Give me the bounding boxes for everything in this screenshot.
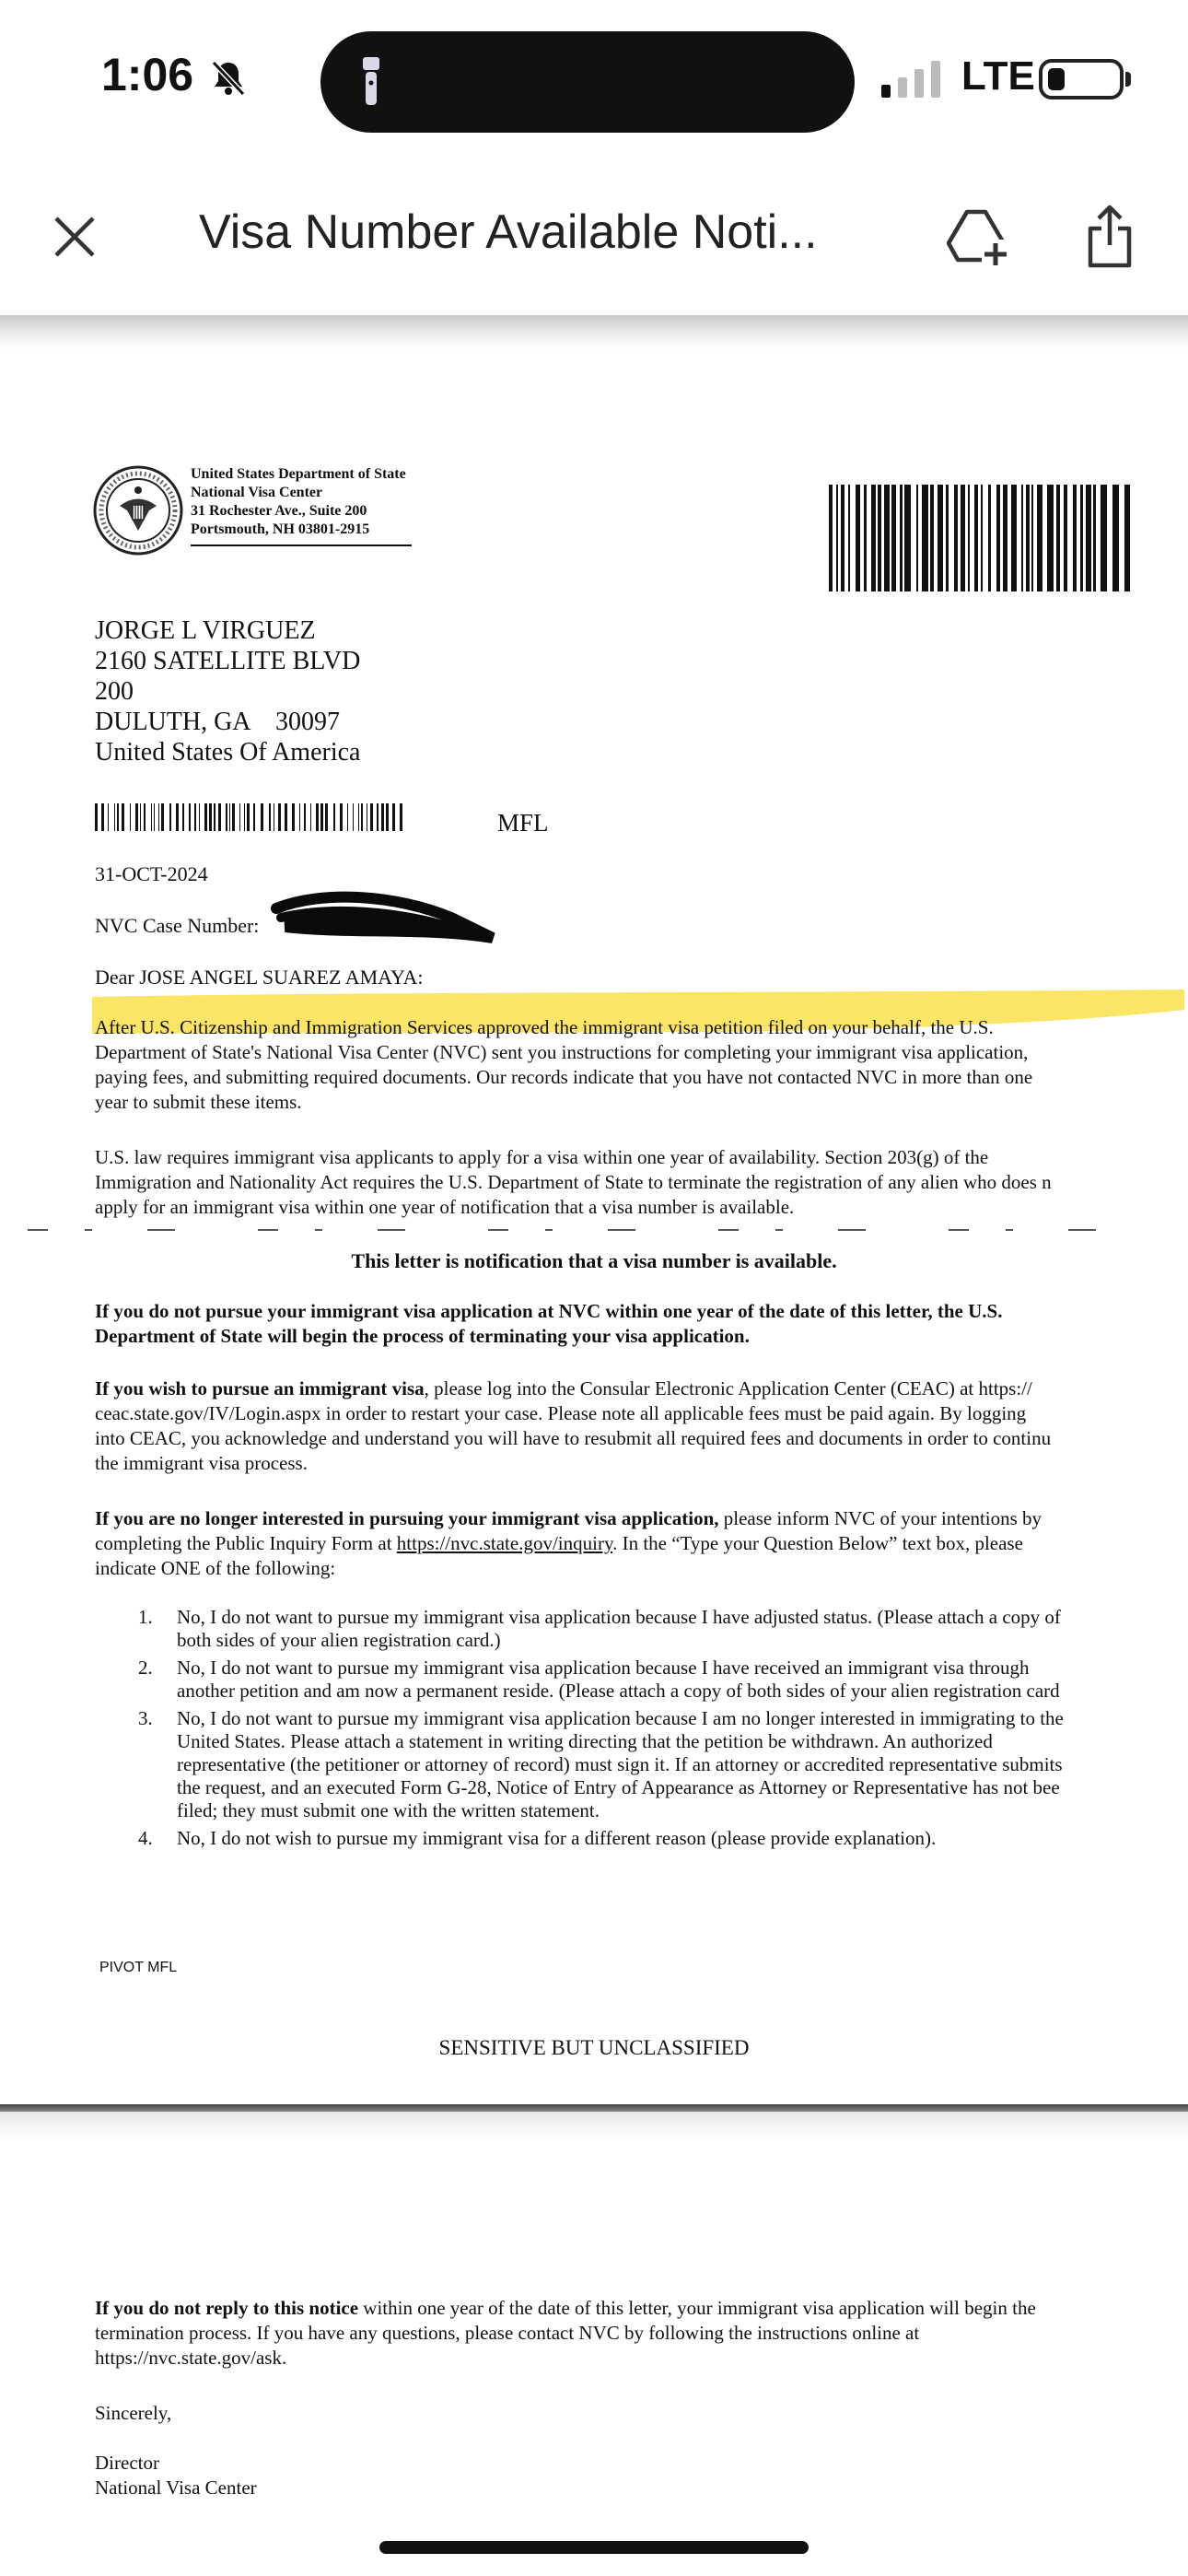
letterhead-line: 31 Rochester Ave., Suite 200: [191, 503, 367, 519]
signature-line: National Visa Center: [95, 2476, 257, 2499]
greeting: Dear JOSE ANGEL SUAREZ AMAYA:: [95, 966, 424, 989]
barcode-bar: [244, 803, 245, 831]
barcode-bar: [278, 803, 281, 831]
letter-date: 31-OCT-2024: [95, 862, 208, 885]
status-bar: [0, 0, 1188, 157]
barcode-bar: [218, 803, 221, 831]
barcode-bar: [199, 803, 200, 831]
barcode-bar: [1080, 485, 1083, 591]
paragraph-line: Department of State will begin the process of terminating your visa application.: [95, 1325, 750, 1347]
document-title: Visa Number Available Noti...: [199, 205, 818, 259]
reply-heading: If you do not reply to this notice: [95, 2297, 359, 2319]
barcode-bar: [974, 485, 978, 591]
flashlight-icon: [361, 57, 381, 107]
barcode-bar: [1031, 485, 1033, 591]
barcode-bar: [176, 803, 179, 831]
barcode-bar: [140, 803, 141, 831]
barcode-bar: [253, 803, 255, 831]
list-item: 1. No, I do not want to pursue my immigrant visa application because I have adjusted status. (Please attach a copy of both sides of your alien registration card.): [138, 1606, 1061, 1651]
barcode-bar: [122, 803, 124, 831]
barcode-bar: [239, 803, 240, 831]
barcode-bar: [1124, 485, 1130, 591]
paragraph-not-interested: [95, 1506, 1188, 1581]
paragraph-line: completing the Public Inquiry Form at: [95, 1532, 397, 1554]
barcode-bar: [904, 485, 911, 591]
paragraph-warning: [95, 1299, 1188, 1349]
barcode-bar: [1073, 485, 1077, 591]
network-label: LTE: [961, 53, 1035, 99]
barcode-bar: [864, 485, 867, 591]
barcode-bar: [95, 803, 98, 831]
barcode-bar: [968, 485, 970, 591]
barcode-bar: [353, 803, 354, 831]
barcode-bar: [996, 485, 1000, 591]
barcode-bar: [1003, 485, 1007, 591]
barcode-bar: [961, 485, 965, 591]
letterhead-line: National Visa Center: [191, 485, 323, 500]
paragraph-line: paying fees, and submitting required documents. Our records indicate that you have not contacted NVC in more than one: [95, 1066, 1033, 1088]
paragraph-line: indicate ONE of the following:: [95, 1557, 336, 1579]
toolbar-divider: [0, 315, 1188, 348]
barcode-bar: [325, 803, 328, 831]
barcode-bar: [946, 485, 949, 591]
letterhead-line: Portsmouth, NH 03801-2915: [191, 521, 370, 537]
barcode-bar: [108, 803, 109, 831]
barcode-bar: [848, 485, 850, 591]
paragraph-line: ceac.state.gov/IV/Login.aspx in order to restart your case. Please note all applicable fees must be paid again. By logging: [95, 1402, 1027, 1424]
paragraph-line: year to submit these items.: [95, 1091, 302, 1113]
list-item: 3. No, I do not want to pursue my immigrant visa application because I am no longer interested in immigrating to the United States. Please attach a statement in writing directing that the petition be withdrawn. An authorized representative (the petitioner or attorney of record) must sign it. If an attorney or accredited representative submits the request, and an executed Form G-28, Notice of Entry of Appearance as Attorney or Representative has not bee filed; they must submit one with the written statement.: [138, 1707, 1064, 1821]
paragraph-line: please inform NVC of your intentions by: [718, 1507, 1042, 1529]
address-line: United States Of America: [95, 738, 361, 767]
barcode-bar: [856, 485, 860, 591]
paragraph-line: Department of State's National Visa Center (NVC) sent you instructions for completing your immigrant visa application,: [95, 1041, 1029, 1063]
barcode-bar: [214, 803, 215, 831]
barcode-bar: [144, 803, 146, 831]
battery-icon: [1039, 59, 1124, 100]
barcode-bar: [370, 803, 373, 831]
barcode-bar: [930, 485, 934, 591]
page-gap: [0, 2112, 1188, 2145]
barcode-bar: [1037, 485, 1042, 591]
barcode-bar: [1021, 485, 1023, 591]
barcode-bar: [871, 485, 876, 591]
barcode-bar: [981, 485, 983, 591]
closing: Sincerely,: [95, 2402, 172, 2424]
paragraph-line: within one year of the date of this letter, your immigrant visa application will begin the: [358, 2297, 1036, 2319]
paragraph-line: into CEAC, you acknowledge and understand you will have to resubmit all required fees and documents in order to continu: [95, 1427, 1052, 1449]
barcode-bar: [347, 803, 348, 831]
barcode-large: [829, 485, 1136, 591]
recipient-address: [95, 615, 360, 767]
inquiry-link[interactable]: https://nvc.state.gov/inquiry: [396, 1532, 613, 1554]
barcode-bar: [1064, 485, 1067, 591]
barcode-bar: [158, 803, 159, 831]
paragraph-line: apply for an immigrant visa within one year of notification that a visa number is available.: [95, 1196, 795, 1218]
status-time: 1:06: [101, 49, 194, 100]
barcode-bar: [836, 485, 838, 591]
barcode-bar: [358, 803, 359, 831]
barcode-bar: [204, 803, 207, 831]
barcode-bar: [916, 485, 918, 591]
barcode-bar: [130, 803, 131, 831]
barcode-bar: [900, 485, 903, 591]
barcode-bar: [117, 803, 119, 831]
share-icon[interactable]: [1087, 205, 1133, 269]
barcode-bar: [101, 803, 104, 831]
barcode-bar: [261, 803, 263, 831]
notice-heading: This letter is notification that a visa number is available.: [351, 1249, 837, 1272]
barcode-bar: [884, 485, 890, 591]
page-edge: [0, 2104, 1188, 2112]
barcode-bar: [1101, 485, 1107, 591]
redaction-scribble: [267, 890, 497, 945]
barcode-bar: [114, 803, 115, 831]
barcode-postal: [95, 803, 410, 831]
barcode-bar: [269, 803, 271, 831]
barcode-bar: [161, 803, 164, 831]
barcode-bar: [1011, 485, 1017, 591]
barcode-bar: [878, 485, 881, 591]
paragraph-line: If you do not pursue your immigrant visa application at NVC within one year of the date of this letter, the U.S.: [95, 1300, 1003, 1322]
barcode-bar: [154, 803, 155, 831]
barcode-bar: [229, 803, 230, 831]
barcode-bar: [285, 803, 287, 831]
paragraph-line: , please log into the Consular Electronic Application Center (CEAC) at https://: [424, 1377, 1032, 1399]
barcode-bar: [151, 803, 152, 831]
list-item: 4. No, I do not wish to pursue my immigrant visa for a different reason (please provide explanation).: [138, 1827, 937, 1849]
barcode-bar: [194, 803, 196, 831]
paragraph-line: https://nvc.state.gov/ask.: [95, 2347, 287, 2369]
battery-cap: [1125, 72, 1131, 87]
barcode-bar: [304, 803, 306, 831]
barcode-bar: [292, 803, 295, 831]
barcode-bar: [381, 803, 384, 831]
barcode-bar: [320, 803, 323, 831]
barcode-bar: [209, 803, 212, 831]
list-item: 2. No, I do not want to pursue my immigrant visa application because I have received an immigrant visa through another petition and am now a permanent reside. (Please attach a copy of both sides of your alien registration card: [138, 1657, 1060, 1702]
paragraph-line: . In the “Type your Question Below” text box, please: [612, 1532, 1023, 1554]
barcode-bar: [988, 485, 991, 591]
barcode-bar: [891, 485, 896, 591]
address-line: 2160 SATELLITE BLVD: [95, 647, 361, 675]
signal-icon: [879, 59, 944, 100]
barcode-bar: [1093, 485, 1096, 591]
barcode-bar: [299, 803, 300, 831]
dynamic-island: [320, 31, 855, 133]
letterhead-line: United States Department of State: [191, 466, 406, 482]
barcode-bar: [1026, 485, 1030, 591]
home-indicator[interactable]: [379, 2541, 809, 2554]
paragraph-line: After U.S. Citizenship and Immigration Services approved the immigrant visa petition filed on your behalf, the U.S.: [95, 1016, 994, 1038]
dept-of-state-seal-icon: [92, 464, 184, 556]
barcode-bar: [377, 803, 379, 831]
classification-label: SENSITIVE BUT UNCLASSIFIED: [438, 2036, 750, 2059]
paragraph-line: termination process. If you have any questions, please contact NVC by following the instructions online at: [95, 2322, 920, 2344]
barcode-bar: [841, 485, 844, 591]
address-line: 200: [95, 677, 134, 706]
options-list: [138, 1606, 1188, 1855]
case-number-label: NVC Case Number:: [95, 914, 260, 937]
barcode-bar: [1086, 485, 1091, 591]
barcode-bar: [361, 803, 363, 831]
paragraph-intro: [95, 1015, 1188, 1115]
scan-artifact-line: [28, 1228, 1133, 1232]
paragraph-law: [95, 1145, 1188, 1220]
barcode-bar: [316, 803, 319, 831]
bell-slash-icon: [208, 57, 249, 98]
add-to-drive-icon[interactable]: [947, 208, 1011, 267]
barcode-bar: [226, 803, 227, 831]
barcode-bar: [232, 803, 235, 831]
barcode-bar: [340, 803, 343, 831]
barcode-bar: [392, 803, 395, 831]
barcode-bar: [1112, 485, 1119, 591]
barcode-bar: [1056, 485, 1060, 591]
barcode-bar: [1047, 485, 1054, 591]
barcode-bar: [829, 485, 833, 591]
barcode-bar: [954, 485, 958, 591]
paragraph-line: the immigrant visa process.: [95, 1452, 308, 1474]
paragraph-pursue: [95, 1376, 1188, 1476]
address-line: DULUTH, GA 30097: [95, 708, 340, 736]
barcode-bar: [189, 803, 191, 831]
barcode-bar: [135, 803, 138, 831]
barcode-bar: [400, 803, 402, 831]
barcode-bar: [938, 485, 943, 591]
pursue-heading: If you wish to pursue an immigrant visa: [95, 1377, 425, 1399]
footer-code: PIVOT MFL: [99, 1960, 178, 1975]
mail-code: MFL: [497, 809, 549, 837]
paragraph-reply: [95, 2296, 1188, 2371]
barcode-bar: [386, 803, 389, 831]
barcode-bar: [922, 485, 928, 591]
barcode-bar: [169, 803, 171, 831]
barcode-bar: [310, 803, 311, 831]
paragraph-line: U.S. law requires immigrant visa applicants to apply for a visa within one year of availability. Section 203(g) of the: [95, 1146, 989, 1168]
close-icon[interactable]: [52, 214, 98, 260]
paragraph-line: Immigration and Nationality Act requires the U.S. Department of State to terminate the registration of any alien who does n: [95, 1171, 1052, 1193]
address-line: JORGE L VIRGUEZ: [95, 616, 316, 645]
barcode-bar: [182, 803, 184, 831]
signature-line: Director: [95, 2452, 159, 2474]
not-interested-heading: If you are no longer interested in pursuing your immigrant visa application,: [95, 1507, 719, 1529]
signature-block: [95, 2451, 1188, 2500]
letterhead: [191, 465, 412, 546]
barcode-bar: [247, 803, 250, 831]
barcode-bar: [333, 803, 335, 831]
